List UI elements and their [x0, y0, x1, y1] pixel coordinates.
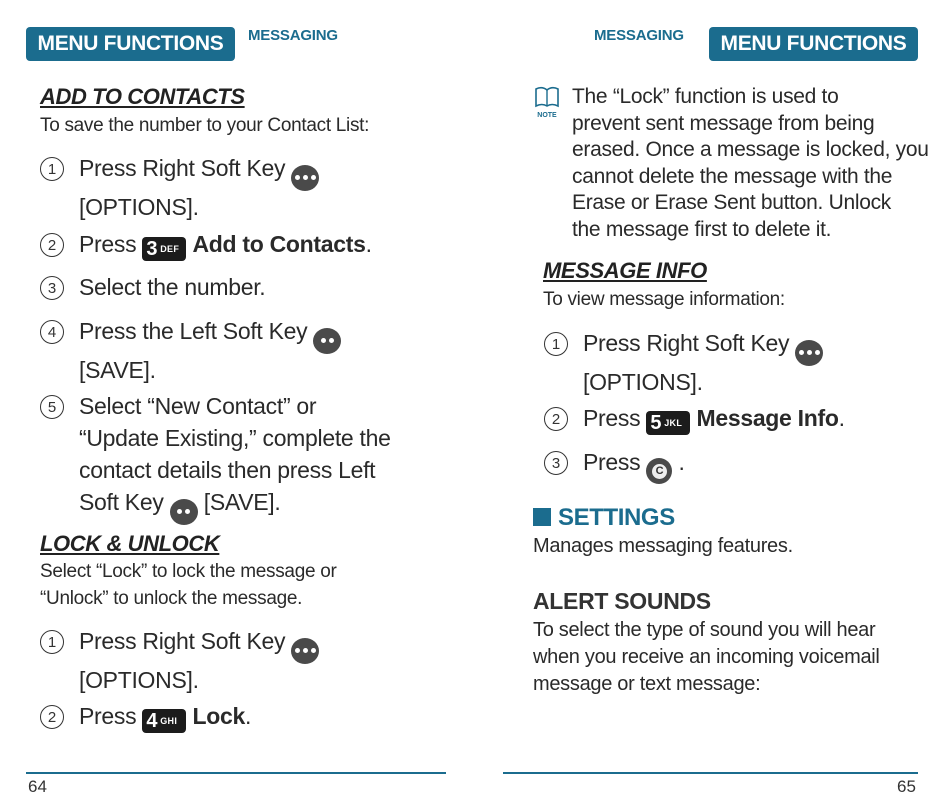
key-3-icon: [142, 237, 186, 261]
message-info-intro: To view message information:: [543, 289, 785, 310]
step-number: 1: [40, 630, 64, 654]
body-line: message or text message:: [533, 673, 761, 695]
right-soft-key-icon: [291, 638, 319, 664]
step-text: Press: [79, 703, 137, 729]
note-label: NOTE: [537, 112, 557, 119]
step-action: Message Info: [696, 405, 839, 431]
page-number-right: 65: [897, 777, 916, 796]
settings-title: SETTINGS: [558, 504, 675, 531]
step-suffix: .: [365, 231, 372, 257]
settings-heading: [533, 504, 675, 532]
messaging-breadcrumb-left: MESSAGING: [248, 27, 338, 44]
menu-functions-tab-right: MENU FUNCTIONS: [709, 27, 918, 61]
step-text: Press Right Soft Key: [79, 628, 286, 654]
add-to-contacts-intro: To save the number to your Contact List:: [40, 115, 370, 136]
end-key-icon: [646, 458, 672, 484]
step-suffix: .: [244, 703, 252, 729]
step-number: 3: [544, 451, 568, 475]
note-line: the message first to delete it.: [572, 217, 832, 241]
note-line: cannot delete the message with the: [572, 164, 893, 188]
intro-line: Select “Lock” to lock the message or: [40, 561, 337, 582]
step-text: [OPTIONS].: [583, 368, 703, 395]
info-step-3: [583, 446, 685, 484]
step-action: Lock: [192, 703, 245, 729]
step-action: Add to Contacts: [192, 231, 366, 257]
page-number-left: 64: [28, 777, 47, 796]
step-text: Press: [583, 449, 641, 475]
footer-divider-left: [26, 772, 446, 774]
menu-functions-tab-left: MENU FUNCTIONS: [26, 27, 235, 61]
note-line: erased. Once a message is locked, you: [572, 138, 929, 161]
left-soft-key-icon: [313, 328, 341, 354]
step-text: “Update Existing,” complete the: [79, 425, 391, 451]
key-digit: 5: [650, 412, 662, 434]
key-digit: 4: [146, 710, 158, 732]
key-digit: 3: [146, 238, 158, 260]
step-suffix: .: [838, 405, 845, 431]
step-text: [SAVE].: [203, 489, 281, 515]
right-soft-key-icon: [291, 165, 319, 191]
lock-note: [572, 84, 929, 243]
step-number: 1: [40, 157, 64, 181]
add-step-2: [79, 228, 372, 261]
add-to-contacts-heading: ADD TO CONTACTS: [40, 84, 245, 109]
end-key-letter: C: [652, 464, 667, 479]
settings-intro: Manages messaging features.: [533, 535, 793, 557]
messaging-breadcrumb-right: MESSAGING: [594, 27, 684, 44]
note-line: prevent sent message from being: [572, 111, 875, 135]
step-text: Press the Left Soft Key: [79, 318, 308, 344]
info-step-1: [583, 327, 823, 398]
add-step-3: [79, 271, 265, 303]
step-number: 2: [544, 407, 568, 431]
lock-step-2: [79, 700, 251, 733]
note-line: Erase or Erase Sent button. Unlock: [572, 191, 891, 214]
add-step-5: [79, 390, 391, 525]
alert-sounds-description: [533, 617, 880, 698]
right-soft-key-icon: [795, 340, 823, 366]
lock-unlock-intro: [40, 558, 337, 612]
alert-sounds-heading: ALERT SOUNDS: [533, 588, 711, 614]
step-text: Press Right Soft Key: [79, 155, 286, 181]
body-line: To select the type of sound you will hear: [533, 619, 876, 641]
step-text: Select the number.: [79, 274, 266, 300]
step-text: Select “New Contact” or: [79, 393, 317, 419]
info-step-2: [583, 402, 845, 435]
left-soft-key-icon: [170, 499, 198, 525]
step-number: 2: [40, 233, 64, 257]
step-number: 2: [40, 705, 64, 729]
section-square-icon: [533, 508, 551, 526]
body-line: when you receive an incoming voicemail: [533, 646, 880, 668]
add-step-4: [79, 315, 341, 386]
step-text: Press Right Soft Key: [583, 330, 790, 356]
step-text: Press: [583, 405, 641, 431]
step-text: [OPTIONS].: [79, 666, 199, 693]
step-number: 5: [40, 395, 64, 419]
key-letters: JKL: [664, 418, 683, 428]
step-text: Press: [79, 231, 137, 257]
note-icon: [533, 86, 561, 118]
step-text: [SAVE].: [79, 356, 156, 383]
message-info-heading: MESSAGE INFO: [543, 258, 707, 283]
key-letters: DEF: [160, 244, 180, 254]
step-text: contact details then press Left: [79, 457, 376, 483]
step-text: [OPTIONS].: [79, 193, 199, 220]
step-text: Soft Key: [79, 489, 164, 515]
lock-step-1: [79, 625, 319, 696]
add-step-1: [79, 152, 319, 223]
footer-divider-right: [503, 772, 918, 774]
key-letters: GHI: [160, 716, 178, 726]
step-number: 3: [40, 276, 64, 300]
intro-line: “Unlock” to unlock the message.: [40, 588, 303, 609]
key-5-icon: [646, 411, 690, 435]
lock-unlock-heading: LOCK & UNLOCK: [40, 531, 220, 556]
note-line: The “Lock” function is used to: [572, 85, 839, 108]
step-number: 1: [544, 332, 568, 356]
step-suffix: .: [678, 449, 685, 475]
step-number: 4: [40, 320, 64, 344]
key-4-icon: [142, 709, 186, 733]
